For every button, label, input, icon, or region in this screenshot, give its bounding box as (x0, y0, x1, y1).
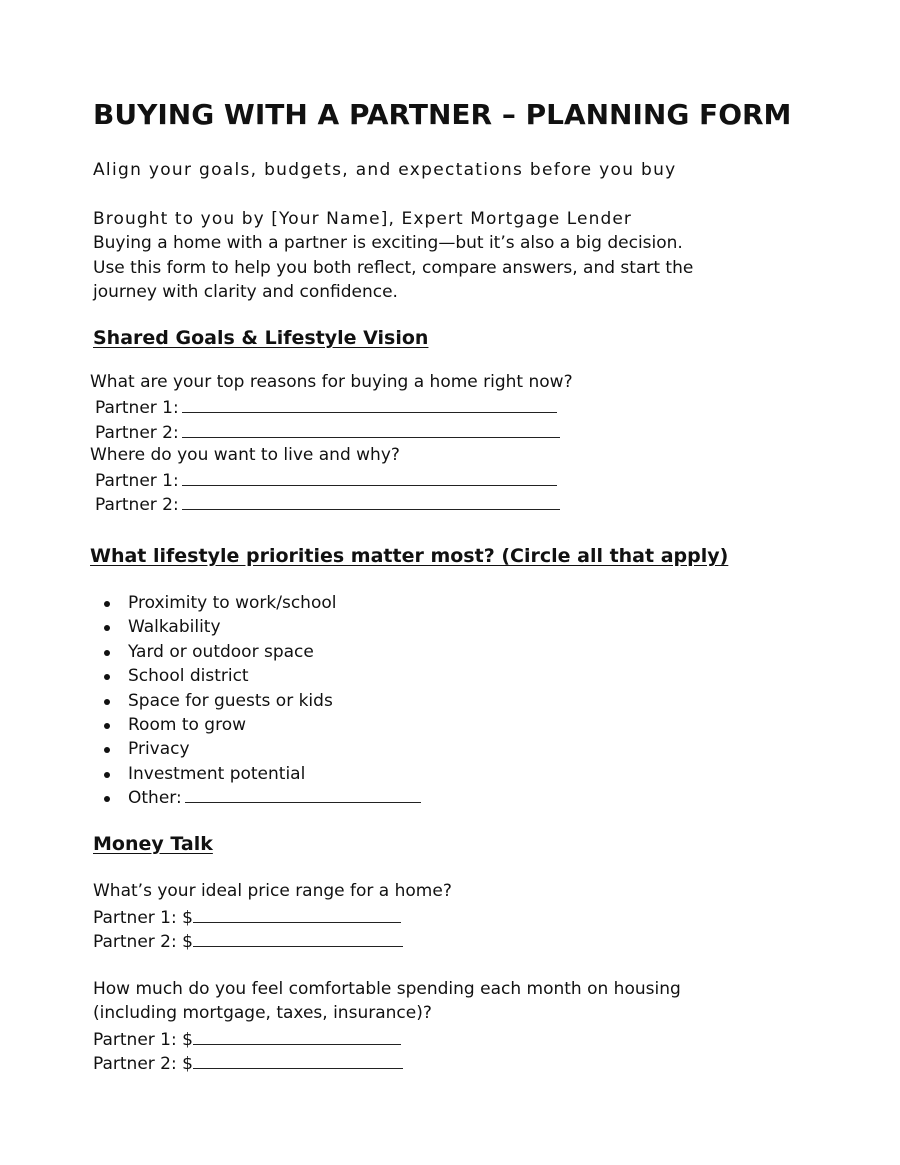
question-monthly-housing-cont: (including mortgage, taxes, insurance)? (93, 1003, 432, 1023)
other-answer-field[interactable] (185, 786, 421, 803)
bullet-icon (104, 650, 110, 656)
partner-1-label: Partner 1: (95, 471, 179, 491)
answer-row-partner-2 (93, 930, 403, 952)
partner-1-amount-field[interactable] (193, 906, 401, 923)
partner-2-label: Partner 2: $ (93, 1054, 193, 1074)
list-item[interactable]: Space for guests or kids (104, 689, 421, 713)
answer-row-partner-1 (95, 396, 557, 418)
page-subtitle: Align your goals, budgets, and expectations before you buy (93, 160, 677, 180)
list-item[interactable]: Privacy (104, 737, 421, 761)
partner-2-answer-field[interactable] (182, 421, 560, 438)
intro-text-line: Use this form to help you both reflect, compare answers, and start the (93, 258, 694, 278)
answer-row-partner-2 (95, 493, 560, 515)
partner-2-amount-field[interactable] (193, 930, 403, 947)
intro-text-line: Buying a home with a partner is exciting—but it’s also a big decision. (93, 233, 683, 253)
lifestyle-priorities-list (104, 591, 421, 811)
bullet-icon (104, 796, 110, 802)
answer-row-partner-2 (93, 1052, 403, 1074)
partner-2-label: Partner 2: $ (93, 932, 193, 952)
bullet-icon (104, 674, 110, 680)
bullet-icon (104, 723, 110, 729)
partner-1-answer-field[interactable] (182, 469, 557, 486)
question-top-reasons: What are your top reasons for buying a home right now? (90, 372, 573, 392)
partner-1-amount-field[interactable] (193, 1028, 401, 1045)
list-item[interactable]: Investment potential (104, 762, 421, 786)
bullet-icon (104, 625, 110, 631)
partner-1-answer-field[interactable] (182, 396, 557, 413)
list-item[interactable]: Room to grow (104, 713, 421, 737)
bullet-icon (104, 601, 110, 607)
intro-attribution: Brought to you by [Your Name], Expert Mortgage Lender (93, 209, 633, 229)
answer-row-partner-1 (93, 906, 401, 928)
question-monthly-housing: How much do you feel comfortable spending each month on housing (93, 979, 681, 999)
list-item[interactable]: School district (104, 664, 421, 688)
partner-1-label: Partner 1: $ (93, 908, 193, 928)
section-heading-shared-goals: Shared Goals & Lifestyle Vision (93, 327, 429, 349)
partner-2-label: Partner 2: (95, 423, 179, 443)
list-item-other[interactable]: Other: (104, 786, 421, 810)
list-item[interactable]: Walkability (104, 615, 421, 639)
partner-2-label: Partner 2: (95, 495, 179, 515)
intro-text-line: journey with clarity and confidence. (93, 282, 398, 302)
answer-row-partner-2 (95, 421, 560, 443)
section-heading-lifestyle-priorities: What lifestyle priorities matter most? (Circle all that apply) (90, 545, 729, 567)
list-item[interactable]: Proximity to work/school (104, 591, 421, 615)
partner-1-label: Partner 1: $ (93, 1030, 193, 1050)
partner-2-answer-field[interactable] (182, 493, 560, 510)
partner-2-amount-field[interactable] (193, 1052, 403, 1069)
answer-row-partner-1 (95, 469, 557, 491)
answer-row-partner-1 (93, 1028, 401, 1050)
question-where-to-live: Where do you want to live and why? (90, 445, 400, 465)
list-item[interactable]: Yard or outdoor space (104, 640, 421, 664)
bullet-icon (104, 747, 110, 753)
page-title: BUYING WITH A PARTNER – PLANNING FORM (93, 98, 792, 131)
bullet-icon (104, 699, 110, 705)
question-price-range: What’s your ideal price range for a home? (93, 881, 452, 901)
bullet-icon (104, 772, 110, 778)
partner-1-label: Partner 1: (95, 398, 179, 418)
section-heading-money-talk: Money Talk (93, 833, 213, 855)
